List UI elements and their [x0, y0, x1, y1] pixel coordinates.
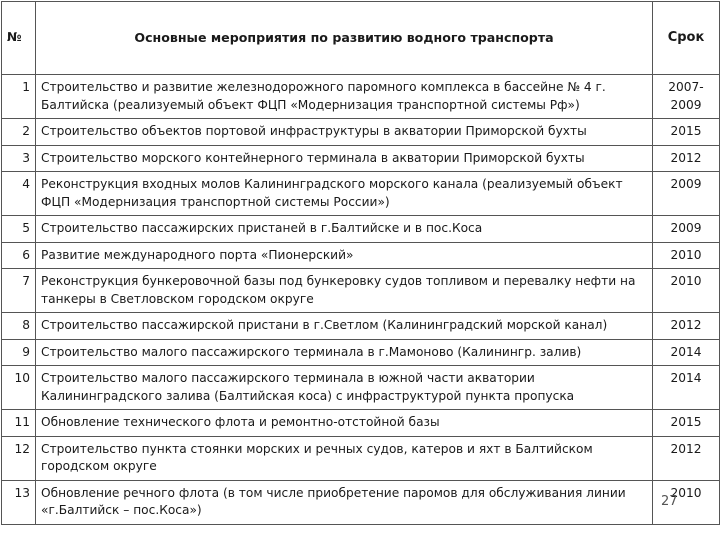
row-text: Реконструкция входных молов Калининградского морского канала (реализуемый объект ФЦП «Модернизация транспортной системы России»): [36, 172, 653, 216]
row-number: 11: [2, 410, 36, 437]
row-term: 2010: [653, 269, 720, 313]
row-number: 3: [2, 145, 36, 172]
row-number: 13: [2, 480, 36, 524]
header-row: [2, 2, 720, 75]
header-number: №: [2, 2, 36, 75]
row-term: 2012: [653, 145, 720, 172]
table-row: [2, 269, 720, 313]
table-row: [2, 145, 720, 172]
table-row: [2, 313, 720, 340]
row-text: Строительство малого пассажирского терминала в южной части акватории Калининградского залива (Балтийская коса) с инфраструктурой пункта пропуска: [36, 366, 653, 410]
table-row: [2, 75, 720, 119]
row-term: 2014: [653, 366, 720, 410]
row-number: 2: [2, 119, 36, 146]
header-title: Основные мероприятия по развитию водного транспорта: [36, 2, 653, 75]
row-number: 9: [2, 339, 36, 366]
row-number: 12: [2, 436, 36, 480]
table-row: [2, 480, 720, 524]
table-row: [2, 216, 720, 243]
row-text: Строительство пассажирских пристаней в г.Балтийске и в пос.Коса: [36, 216, 653, 243]
table-row: [2, 436, 720, 480]
row-text: Строительство пункта стоянки морских и речных судов, катеров и яхт в Балтийском городском округе: [36, 436, 653, 480]
row-term: 2014: [653, 339, 720, 366]
table-row: [2, 410, 720, 437]
row-number: 8: [2, 313, 36, 340]
row-term: 2012: [653, 313, 720, 340]
row-term: 2010: [653, 242, 720, 269]
row-term: 2015: [653, 119, 720, 146]
header-term: Срок: [653, 2, 720, 75]
table-row: [2, 339, 720, 366]
row-text: Реконструкция бункеровочной базы под бункеровку судов топливом и перевалку нефти на танкеры в Светловском городском округе: [36, 269, 653, 313]
row-term: 2007-2009: [653, 75, 720, 119]
slide-number: 27: [661, 494, 678, 509]
row-text: Строительство морского контейнерного терминала в акватории Приморской бухты: [36, 145, 653, 172]
row-text: Обновление технического флота и ремонтно-отстойной базы: [36, 410, 653, 437]
row-text: Строительство и развитие железнодорожного паромного комплекса в бассейне № 4 г. Балтийска (реализуемый объект ФЦП «Модернизация транспортной системы Рф»): [36, 75, 653, 119]
row-text: Строительство объектов портовой инфраструктуры в акватории Приморской бухты: [36, 119, 653, 146]
row-number: 10: [2, 366, 36, 410]
row-text: Строительство малого пассажирского терминала в г.Мамоново (Калинингр. залив): [36, 339, 653, 366]
row-term: 2009: [653, 216, 720, 243]
measures-table: [1, 1, 720, 525]
row-text: Строительство пассажирской пристани в г.Светлом (Калининградский морской канал): [36, 313, 653, 340]
table-row: [2, 172, 720, 216]
row-term: 2010: [653, 480, 720, 524]
row-number: 4: [2, 172, 36, 216]
row-term: 2012: [653, 436, 720, 480]
table-row: [2, 119, 720, 146]
row-text: Обновление речного флота (в том числе приобретение паромов для обслуживания линии «г.Балтийск – пос.Коса»): [36, 480, 653, 524]
row-term: 2009: [653, 172, 720, 216]
row-number: 6: [2, 242, 36, 269]
row-number: 5: [2, 216, 36, 243]
row-number: 7: [2, 269, 36, 313]
row-term: 2015: [653, 410, 720, 437]
table-row: [2, 242, 720, 269]
row-text: Развитие международного порта «Пионерский»: [36, 242, 653, 269]
table-row: [2, 366, 720, 410]
row-number: 1: [2, 75, 36, 119]
